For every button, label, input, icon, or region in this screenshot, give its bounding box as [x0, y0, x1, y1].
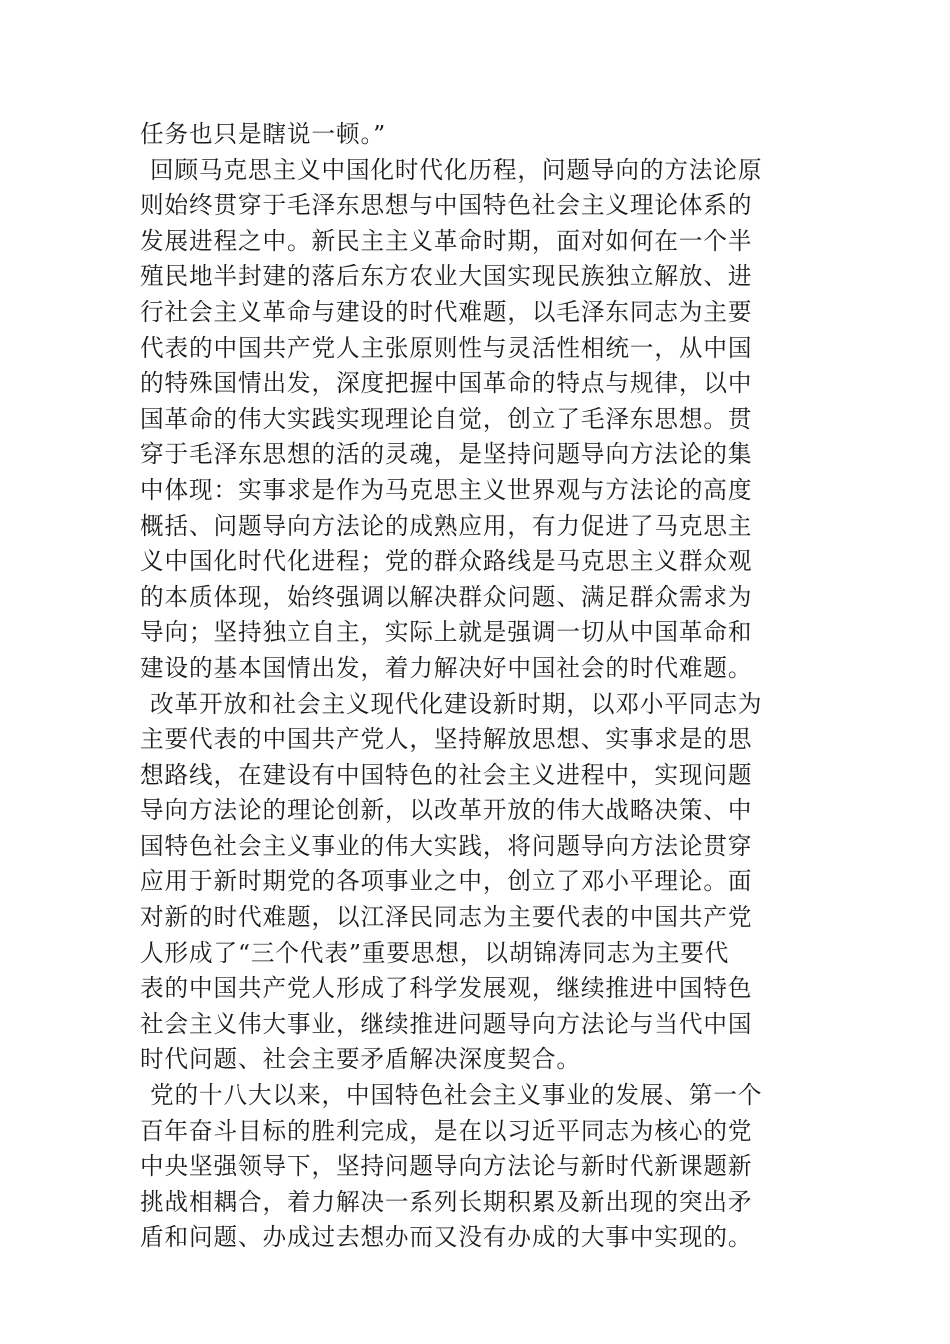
text-line: 穿于毛泽东思想的活的灵魂，是坚持问题导向方法论的集	[140, 440, 753, 469]
text-line: 想路线，在建设有中国特色的社会主义进程中，实现问题	[140, 760, 753, 789]
text-line: 时代问题、社会主要矛盾解决深度契合。	[140, 1045, 581, 1074]
text-line: 行社会主义革命与建设的时代难题，以毛泽东同志为主要	[140, 297, 753, 326]
paragraph-start-line: 改革开放和社会主义现代化建设新时期，以邓小平同志为	[150, 689, 763, 718]
text-line: 则始终贯穿于毛泽东思想与中国特色社会主义理论体系的	[140, 191, 753, 220]
text-line: 表的中国共产党人形成了科学发展观，继续推进中国特色	[140, 974, 753, 1003]
text-line: 社会主义伟大事业，继续推进问题导向方法论与当代中国	[140, 1009, 753, 1038]
text-line: 中央坚强领导下，坚持问题导向方法论与新时代新课题新	[140, 1152, 753, 1181]
body-text	[140, 117, 820, 1256]
text-line: 建设的基本国情出发，着力解决好中国社会的时代难题。	[140, 653, 753, 682]
text-line: 对新的时代难题，以江泽民同志为主要代表的中国共产党	[140, 903, 753, 932]
text-line: 概括、问题导向方法论的成熟应用，有力促进了马克思主	[140, 511, 753, 540]
text-line: 任务也只是瞎说一顿。”	[140, 120, 387, 148]
text-line: 国特色社会主义事业的伟大实践，将问题导向方法论贯穿	[140, 831, 753, 860]
text-line: 挑战相耦合，着力解决一系列长期积累及新出现的突出矛	[140, 1187, 753, 1216]
paragraph-start-line: 党的十八大以来，中国特色社会主义事业的发展、第一个	[150, 1081, 763, 1110]
text-line: 义中国化时代化进程；党的群众路线是马克思主义群众观	[140, 547, 753, 576]
text-line: 代表的中国共产党人主张原则性与灵活性相统一，从中国	[140, 333, 753, 362]
text-line: 的本质体现，始终强调以解决群众问题、满足群众需求为	[140, 582, 753, 611]
text-line: 的特殊国情出发，深度把握中国革命的特点与规律，以中	[140, 369, 753, 398]
text-line: 百年奋斗目标的胜利完成，是在以习近平同志为核心的党	[140, 1116, 753, 1145]
text-line: 主要代表的中国共产党人，坚持解放思想、实事求是的思	[140, 725, 753, 754]
text-line: 发展进程之中。新民主主义革命时期，面对如何在一个半	[140, 226, 753, 255]
text-line: 导向方法论的理论创新，以改革开放的伟大战略决策、中	[140, 796, 753, 825]
text-line: 中体现：实事求是作为马克思主义世界观与方法论的高度	[140, 475, 753, 504]
text-line: 国革命的伟大实践实现理论自觉，创立了毛泽东思想。贯	[140, 404, 753, 433]
text-line: 殖民地半封建的落后东方农业大国实现民族独立解放、进	[140, 262, 753, 291]
paragraph-start-line: 回顾马克思主义中国化时代化历程，问题导向的方法论原	[150, 155, 763, 184]
text-line: 盾和问题、办成过去想办而又没有办成的大事中实现的。	[140, 1223, 753, 1252]
text-line: 人形成了“三个代表”重要思想，以胡锦涛同志为主要代	[140, 938, 730, 967]
text-line: 导向；坚持独立自主，实际上就是强调一切从中国革命和	[140, 618, 753, 647]
text-line: 应用于新时期党的各项事业之中，创立了邓小平理论。面	[140, 867, 753, 896]
